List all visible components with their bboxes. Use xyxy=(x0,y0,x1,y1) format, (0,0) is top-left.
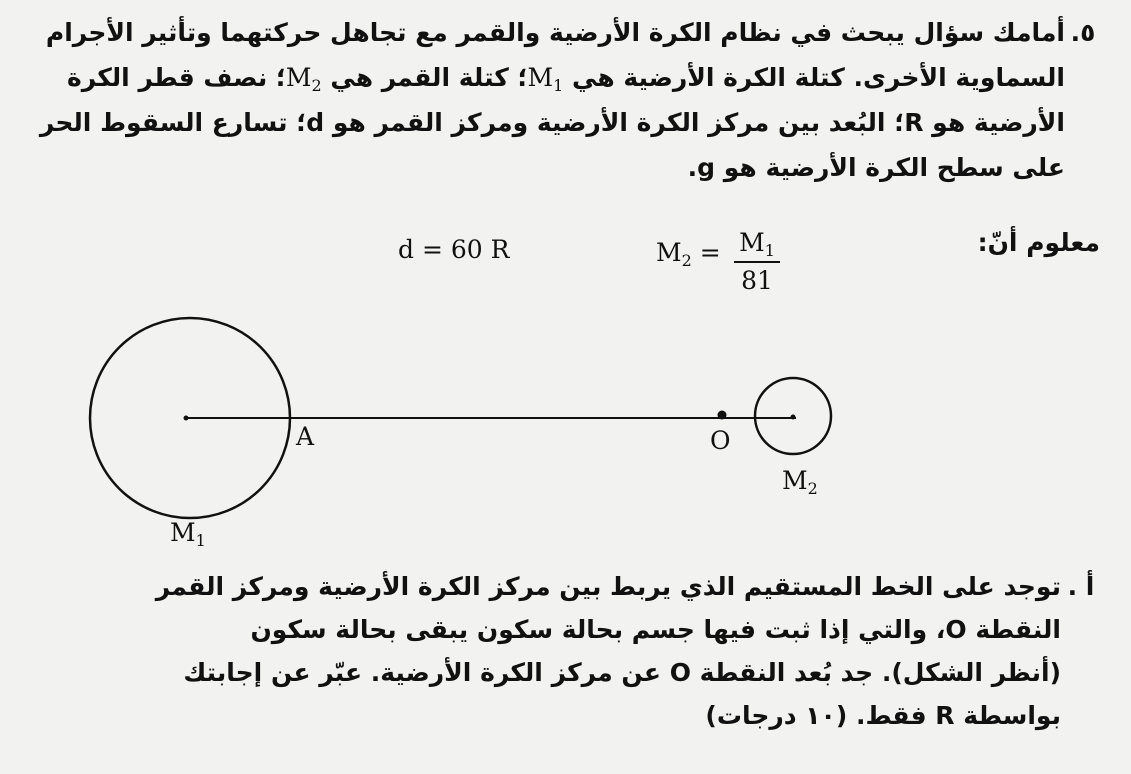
given-label: معلوم أنّ: xyxy=(977,228,1100,257)
question-number: ٥. xyxy=(1070,18,1096,47)
part-a-mark: أ . xyxy=(1067,572,1095,601)
label-m2: $M_2$ xyxy=(782,466,818,498)
part-a-line-4: بواسطة R فقط. (١٠ درجات) xyxy=(705,701,1061,730)
fraction-denominator: 81 xyxy=(741,266,773,295)
question-line-3: الأرضية هو R؛ البُعد بين مركز الكرة الأرضية ومركز القمر هو d؛ تسارع السقوط الحر xyxy=(39,108,1065,137)
symbol-m2: $M_2$ xyxy=(285,63,322,95)
label-o: O xyxy=(710,426,731,455)
point-o-dot xyxy=(718,411,727,420)
part-a-line-2: النقطة O، والتي إذا ثبت فيها جسم بحالة سكون يبقى بحالة سكون xyxy=(250,615,1061,644)
question-line-1: ٥.أمامك سؤال يبحث في نظام الكرة الأرضية والقمر مع تجاهل حركتهما وتأثير الأجرام xyxy=(21,10,1101,55)
distance-equation: d = 60 R xyxy=(398,235,510,264)
fraction-numerator: $M_1$ xyxy=(739,228,775,260)
part-a-line-3: (أنظر الشكل). جد بُعد النقطة O عن مركز الكرة الأرضية. عبّر عن إجابتك xyxy=(183,658,1061,687)
symbol-m1: $M_1$ xyxy=(527,63,564,95)
question-line-2: السماوية الأخرى. كتلة الكرة الأرضية هي $M_1؛$ كتلة القمر هي $M_2؛$ نصف قطر الكرة xyxy=(66,63,1065,95)
part-a xyxy=(101,565,1101,737)
earth-center xyxy=(184,416,189,421)
question-line-4: على سطح الكرة الأرضية هو g. xyxy=(687,153,1065,182)
part-a-line-1: أ .توجد على الخط المستقيم الذي يربط بين مركز الكرة الأرضية ومركز القمر xyxy=(101,565,1101,608)
mass-equation-lhs: $M_2$ = xyxy=(656,238,721,270)
label-a: A xyxy=(296,422,315,451)
moon-center xyxy=(791,415,796,420)
label-m1: $M_1$ xyxy=(170,518,206,550)
